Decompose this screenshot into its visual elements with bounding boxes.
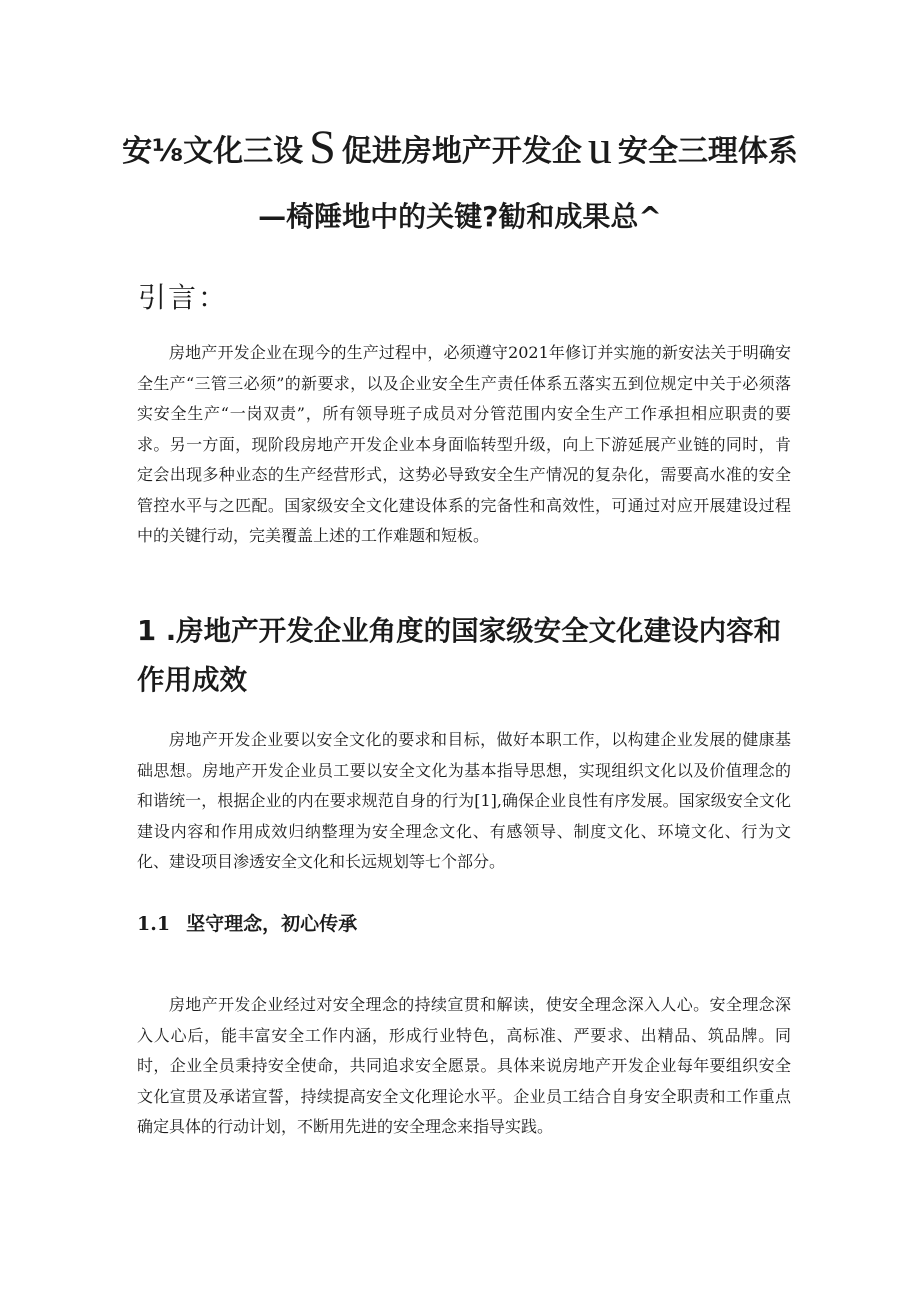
- title-part-2: 促进房地产开发企: [341, 134, 582, 169]
- section-1-1-paragraph: 房地产开发企业经过对安全理念的持续宣贯和解读，使安全理念深入人心。安全理念深入人心后，能丰富安全工作内涵，形成行业特色，高标准、严要求、出精品、筑品牌。同时，企业全员秉持安全使命，共同追求安全愿景。具体来说房地产开发企业每年要组织安全文化宣贯及承诺宣誓，持续提高安全文化理论水平。企业员工结合自身安全职责和工作重点确定具体的行动计划，不断用先进的安全理念来指导实践。: [137, 995, 791, 1136]
- title-part-1: 安⅛文化三设: [122, 134, 304, 169]
- document-subtitle: —椅陲地中的关键?勧和成果总^: [258, 200, 662, 233]
- section-1-heading: 1 .房地产开发企业角度的国家级安全文化建设内容和作用成效: [137, 615, 782, 696]
- section-1-1-title: 坚守理念，初心传承: [186, 913, 358, 935]
- intro-paragraph: 房地产开发企业在现今的生产过程中，必须遵守2021年修订并实施的新安法关于明确安全生产“三管三必须”的新要求，以及企业安全生产责任体系五落实五到位规定中关于必须落实安全生产“一岗双责”，所有领导班子成员对分管范围内安全生产工作承担相应职责的要求。另一方面，现阶段房地产开发企业本身面临转型升级，向上下游延展产业链的同时，肯定会出现多种业态的生产经营形式，这势必导致安全生产情况的复杂化，需要高水准的安全管控水平与之匹配。国家级安全文化建设体系的完备性和高效性，可通过对应开展建设过程中的关键行动，完美覆盖上述的工作难题和短板。: [137, 343, 791, 545]
- document-title: [100, 120, 820, 175]
- title-glyph-1: S: [309, 121, 336, 174]
- title-part-3: 安全三理体系: [617, 134, 798, 169]
- section-1-paragraph: 房地产开发企业要以安全文化的要求和目标，做好本职工作，以构建企业发展的健康基础思想。房地产开发企业员工要以安全文化为基本指导思想，实现组织文化以及价值理念的和谐统一，根据企业的内在要求规范自身的行为[1],确保企业良性有序发展。国家级安全文化建设内容和作用成效归纳整理为安全理念文化、有感领导、制度文化、环境文化、行为文化、建设项目渗透安全文化和长远规划等七个部分。: [137, 730, 791, 871]
- section-1-1-number: 1.1: [137, 913, 171, 935]
- section-1-1-heading: [137, 909, 357, 936]
- title-glyph-2: u: [587, 121, 612, 174]
- intro-heading: 引言：: [138, 281, 229, 314]
